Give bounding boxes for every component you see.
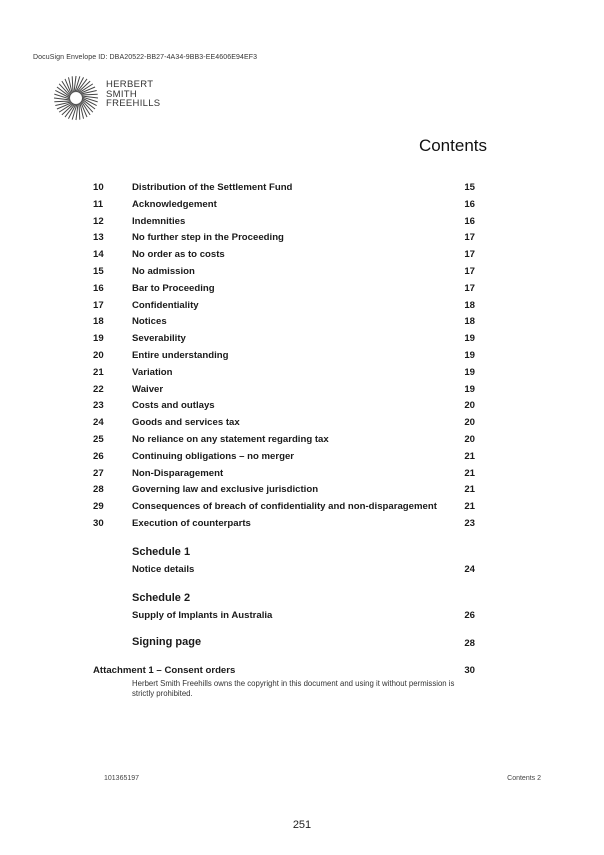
- toc-page: 19: [464, 350, 475, 361]
- schedule-1-heading: Schedule 1: [132, 546, 191, 558]
- toc-num: 28: [93, 484, 104, 496]
- toc-page: 21: [464, 467, 475, 479]
- toc-label: Variation: [132, 366, 173, 378]
- toc-row[interactable]: [0, 367, 604, 381]
- attachment-label: Attachment 1 – Consent orders: [93, 665, 236, 676]
- logo-ray: [79, 103, 80, 119]
- toc-row[interactable]: [0, 518, 604, 532]
- toc-page: 18: [464, 316, 475, 328]
- toc-row[interactable]: [0, 468, 604, 482]
- toc-row[interactable]: [0, 283, 604, 297]
- page-number: 251: [292, 819, 312, 831]
- toc-row[interactable]: [0, 384, 604, 398]
- toc-num: 17: [93, 299, 104, 311]
- brand-line-3: FREEHILLS: [106, 98, 161, 109]
- page-title: Contents: [418, 136, 487, 155]
- toc-label: Execution of counterparts: [132, 518, 251, 529]
- toc-row[interactable]: [0, 484, 604, 498]
- toc-num: 24: [93, 417, 104, 429]
- toc-page: 16: [464, 215, 475, 227]
- toc-num: 14: [93, 249, 104, 261]
- toc-label: Waiver: [132, 383, 164, 395]
- toc-label: Consequences of breach of confidentiality and non-disparagement: [132, 501, 437, 513]
- toc-num: 16: [93, 282, 104, 294]
- toc-row[interactable]: [0, 333, 604, 347]
- toc-row[interactable]: [0, 232, 604, 246]
- toc-num: 26: [93, 450, 104, 462]
- schedule-2-page: 26: [464, 610, 475, 621]
- footer-section-label: Contents 2: [507, 775, 541, 782]
- schedule-2-label: Supply of Implants in Australia: [132, 610, 273, 621]
- toc-page: 17: [464, 282, 475, 294]
- signing-page-number: 28: [464, 638, 475, 649]
- toc-num: 27: [93, 467, 104, 479]
- brand-name: [106, 80, 160, 109]
- toc-page: 19: [464, 366, 475, 378]
- toc-label: Non-Disparagement: [132, 467, 224, 479]
- schedule-1-label: Notice details: [132, 564, 195, 575]
- toc-row[interactable]: [0, 451, 604, 465]
- toc-num: 23: [93, 400, 104, 412]
- toc-num: 30: [93, 518, 104, 529]
- toc-label: Costs and outlays: [132, 400, 215, 412]
- toc-page: 17: [464, 266, 475, 277]
- toc-page: 21: [464, 450, 475, 462]
- toc-num: 25: [93, 434, 104, 445]
- toc-num: 22: [93, 383, 104, 395]
- toc-label: Indemnities: [132, 215, 186, 227]
- toc-row[interactable]: [0, 300, 604, 314]
- signing-page-label: Signing page: [132, 636, 202, 648]
- toc-page: 20: [464, 434, 475, 445]
- schedule-1-page: 24: [464, 564, 475, 575]
- logo-ray: [81, 94, 97, 95]
- toc-label: Bar to Proceeding: [132, 282, 215, 294]
- herbert-smith-freehills-logo-icon: [52, 74, 100, 122]
- toc-page: 17: [464, 232, 475, 244]
- toc-page: 21: [464, 501, 475, 513]
- toc-row[interactable]: [0, 417, 604, 431]
- toc-page: 18: [464, 299, 475, 311]
- toc-row[interactable]: [0, 216, 604, 230]
- toc-page: 23: [464, 518, 475, 529]
- toc-label: Acknowledgement: [132, 198, 217, 210]
- toc-num: 29: [93, 501, 104, 513]
- toc-row[interactable]: [0, 316, 604, 330]
- toc-label: Continuing obligations – no merger: [132, 450, 295, 462]
- toc-num: 18: [93, 316, 104, 328]
- toc-label: No reliance on any statement regarding tax: [132, 434, 329, 445]
- toc-num: 19: [93, 333, 104, 345]
- copyright-notice: Herbert Smith Freehills owns the copyright in this document and using it without permission is strictly prohibited.: [132, 679, 455, 698]
- toc-label: Entire understanding: [132, 350, 229, 361]
- toc-num: 20: [93, 350, 104, 361]
- toc-label: No admission: [132, 266, 195, 277]
- docusign-envelope-id: DocuSign Envelope ID: DBA20522-BB27-4A34-9BB3-EE4606E94EF3: [33, 54, 258, 61]
- toc-page: 21: [464, 484, 475, 496]
- toc-row[interactable]: [0, 350, 604, 364]
- toc-page: 17: [464, 249, 475, 261]
- toc-row[interactable]: [0, 400, 604, 414]
- toc-row[interactable]: [0, 434, 604, 448]
- toc-label: No further step in the Proceeding: [132, 232, 284, 244]
- toc-page: 15: [464, 182, 475, 193]
- toc-label: Governing law and exclusive jurisdiction: [132, 484, 319, 496]
- attachment-page: 30: [464, 665, 475, 676]
- toc-row[interactable]: [0, 266, 604, 280]
- toc-row[interactable]: [0, 199, 604, 213]
- logo-ray: [72, 76, 73, 92]
- toc-page: 19: [464, 383, 475, 395]
- toc-row[interactable]: [0, 182, 604, 196]
- toc-row[interactable]: [0, 249, 604, 263]
- toc-label: No order as to costs: [132, 249, 225, 261]
- toc-label: Severability: [132, 333, 186, 345]
- toc-label: Confidentiality: [132, 299, 199, 311]
- toc-label: Notices: [132, 316, 167, 328]
- toc-page: 19: [464, 333, 475, 345]
- schedule-2-heading: Schedule 2: [132, 592, 191, 604]
- logo-ray: [54, 101, 70, 102]
- toc-num: 12: [93, 215, 104, 227]
- toc-page: 20: [464, 400, 475, 412]
- toc-page: 20: [464, 417, 475, 429]
- toc-num: 15: [93, 266, 104, 277]
- document-id: 101365197: [104, 775, 140, 782]
- toc-num: 10: [93, 182, 104, 193]
- toc-page: 16: [464, 198, 475, 210]
- brand-line-1: HERBERT: [106, 79, 154, 90]
- toc-num: 13: [93, 232, 104, 244]
- toc-label: Goods and services tax: [132, 417, 240, 429]
- toc-num: 11: [93, 198, 104, 210]
- toc-row[interactable]: [0, 501, 604, 515]
- toc-label: Distribution of the Settlement Fund: [132, 182, 293, 193]
- toc-num: 21: [93, 366, 104, 378]
- brand-line-2: SMITH: [106, 88, 138, 100]
